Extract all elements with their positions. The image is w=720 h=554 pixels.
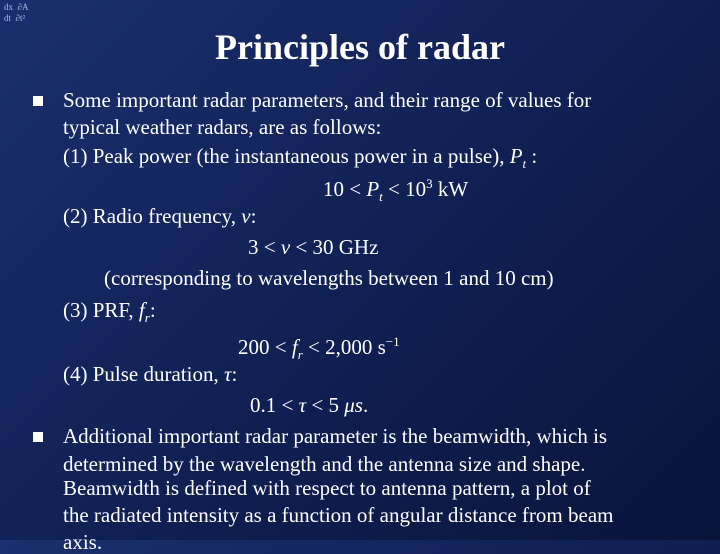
radio-frequency-symbol: v	[241, 204, 251, 228]
bullet1-intro-line-1: Some important radar parameters, and their range of values for	[63, 88, 592, 112]
pulse-duration-colon: :	[231, 362, 238, 386]
prf-exponent: −1	[385, 334, 400, 349]
pulse-duration-range-high: < 5	[306, 393, 345, 417]
pulse-duration-range	[250, 393, 368, 417]
radio-frequency-colon: :	[250, 204, 257, 228]
pulse-duration-unit: μs	[344, 393, 363, 417]
radio-frequency-range	[248, 235, 378, 259]
radio-frequency-range-symbol: v	[280, 235, 291, 259]
radio-frequency-range-low: 3 <	[248, 235, 281, 259]
prf-range	[238, 330, 400, 367]
prf-range-symbol: f	[291, 335, 298, 359]
prf-symbol: f	[138, 298, 145, 322]
peak-power-range-subscript: t	[379, 189, 383, 205]
peak-power-unit: kW	[432, 177, 469, 201]
prf-range-subscript: r	[297, 347, 303, 363]
bullet2-line-2: determined by the wavelength and the antenna size and shape.	[63, 452, 586, 476]
peak-power-colon: :	[526, 144, 538, 168]
bullet2-line-3: Beamwidth is defined with respect to antenna pattern, a plot of	[63, 476, 591, 500]
prf-range-low: 200 <	[238, 335, 292, 359]
prf-colon: :	[149, 298, 156, 322]
bullet-marker-1	[33, 96, 43, 106]
peak-power-range-symbol: P	[366, 177, 380, 201]
param-radio-frequency	[63, 204, 256, 228]
corner-equation: dx ∂A dt ∂t²	[4, 2, 29, 23]
param-peak-power-label: (1) Peak power (the instantaneous power in a pulse),	[63, 144, 510, 168]
radio-frequency-note: (corresponding to wavelengths between 1 and 10 cm)	[104, 266, 554, 290]
bullet2-line-4: the radiated intensity as a function of angular distance from beam	[63, 503, 614, 527]
pulse-duration-range-low: 0.1 <	[250, 393, 299, 417]
peak-power-range	[323, 172, 468, 209]
peak-power-symbol: P	[509, 144, 523, 168]
peak-power-subscript: t	[522, 156, 527, 172]
prf-subscript: r	[144, 310, 150, 326]
slide-title: Principles of radar	[215, 27, 505, 67]
peak-power-range-high: < 10	[382, 177, 427, 201]
param-prf-label: (3) PRF,	[63, 298, 139, 322]
param-pulse-duration	[63, 362, 237, 386]
param-prf	[63, 298, 156, 330]
bullet2-line-1: Additional important radar parameter is the beamwidth, which is	[63, 424, 608, 448]
bullet1-intro-line-2: typical weather radars, are as follows:	[63, 115, 382, 139]
bullet-marker-2	[33, 432, 43, 442]
pulse-duration-range-symbol: τ	[298, 393, 307, 417]
peak-power-range-low: 10 <	[323, 177, 367, 201]
peak-power-exponent: 3	[426, 176, 433, 191]
param-radio-frequency-label: (2) Radio frequency,	[63, 204, 242, 228]
pulse-duration-period: .	[362, 393, 369, 417]
bullet2-line-5: axis.	[63, 530, 103, 554]
param-pulse-duration-label: (4) Pulse duration,	[63, 362, 224, 386]
radio-frequency-range-high: < 30 GHz	[290, 235, 379, 259]
pulse-duration-symbol: τ	[223, 362, 232, 386]
prf-range-high: < 2,000 s	[302, 335, 386, 359]
